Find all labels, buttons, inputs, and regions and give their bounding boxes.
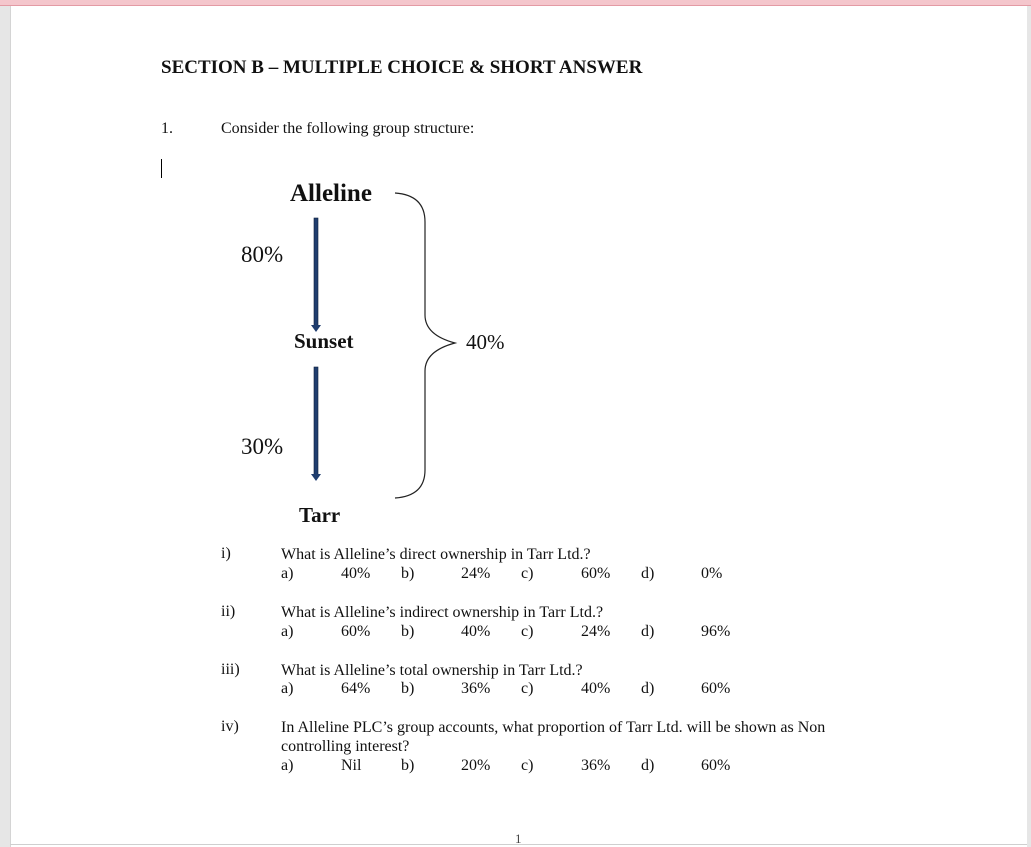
option-value: 40% (581, 680, 611, 697)
option-letter: d) (641, 623, 655, 640)
option-value: 60% (341, 623, 371, 640)
option-letter: a) (281, 757, 294, 774)
option-value: 60% (701, 680, 731, 697)
option-value: 36% (461, 680, 491, 697)
option-letter: b) (401, 757, 415, 774)
arrow-alleline-to-sunset (311, 218, 321, 332)
pct-sunset-tarr: 30% (241, 434, 284, 459)
sub-question-text: What is Alleline’s total ownership in Tarr Ltd.? (281, 662, 583, 679)
option-value: Nil (341, 757, 362, 774)
pct-alleline-sunset: 80% (241, 242, 284, 267)
option-letter: a) (281, 680, 294, 697)
option-letter: b) (401, 623, 415, 640)
option-value: 0% (701, 565, 723, 582)
option-letter: b) (401, 680, 415, 697)
option-letter: d) (641, 680, 655, 697)
option-value: 40% (461, 623, 491, 640)
sub-question-text: What is Alleline’s indirect ownership in Tarr Ltd.? (281, 604, 604, 621)
company-alleline: Alleline (290, 180, 372, 207)
sub-question-text: What is Alleline’s direct ownership in Tarr Ltd.? (281, 546, 591, 563)
sub-question-label: ii) (221, 603, 236, 620)
question-number: 1. (161, 120, 173, 137)
option-value: 40% (341, 565, 371, 582)
sub-question-label: iii) (221, 661, 240, 678)
option-letter: c) (521, 757, 534, 774)
option-value: 20% (461, 757, 491, 774)
option-letter: c) (521, 680, 534, 697)
pct-alleline-tarr-direct: 40% (466, 330, 505, 354)
company-sunset: Sunset (294, 329, 354, 353)
option-letter: d) (641, 757, 655, 774)
option-value: 24% (581, 623, 611, 640)
question-intro: Consider the following group structure: (221, 120, 475, 137)
option-value: 36% (581, 757, 611, 774)
option-value: 60% (701, 757, 731, 774)
sub-question-label: iv) (221, 718, 239, 735)
option-letter: c) (521, 565, 534, 582)
option-value: 96% (701, 623, 731, 640)
option-letter: d) (641, 565, 655, 582)
option-letter: a) (281, 623, 294, 640)
section-heading: SECTION B – MULTIPLE CHOICE & SHORT ANSWER (161, 57, 643, 78)
company-tarr: Tarr (299, 503, 341, 527)
option-letter: c) (521, 623, 534, 640)
option-value: 64% (341, 680, 371, 697)
option-letter: b) (401, 565, 415, 582)
option-letter: a) (281, 565, 294, 582)
arrow-sunset-to-tarr (311, 367, 321, 481)
sub-question-label: i) (221, 545, 231, 562)
sub-question-text: In Alleline PLC’s group accounts, what proportion of Tarr Ltd. will be shown as Non controlling interest? (281, 719, 826, 755)
option-value: 24% (461, 565, 491, 582)
option-value: 60% (581, 565, 611, 582)
page-number: 1 (515, 831, 522, 846)
curly-brace (395, 193, 455, 498)
